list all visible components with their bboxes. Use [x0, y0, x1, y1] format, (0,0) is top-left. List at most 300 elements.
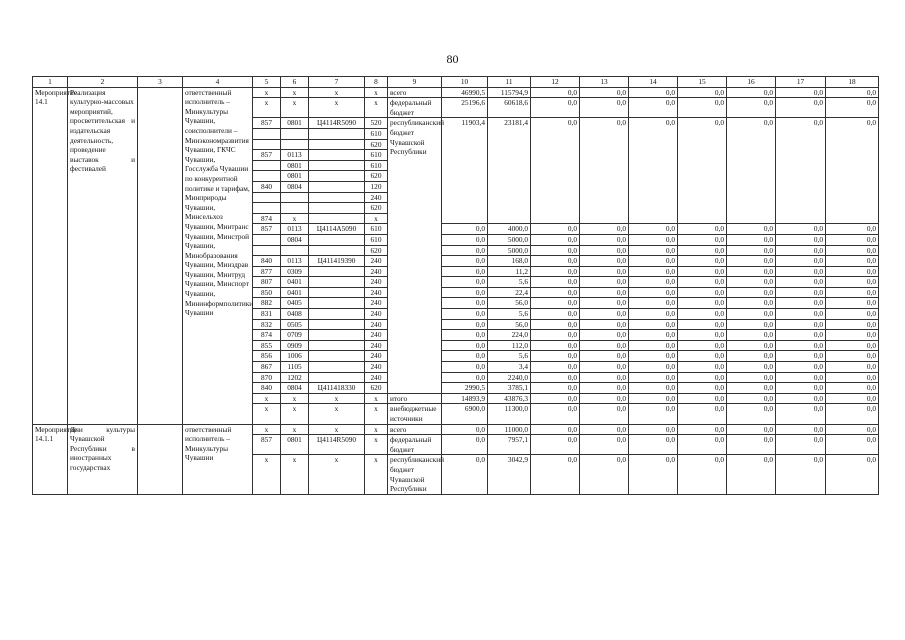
- value-cell: 0,0: [678, 351, 727, 362]
- expense-type-cell: 120: [365, 181, 388, 192]
- expense-type-cell: 620: [365, 383, 388, 394]
- value-cell: 0,0: [727, 404, 776, 424]
- section-cell: x: [281, 393, 309, 404]
- value-cell: 0,0: [629, 455, 678, 494]
- value-cell: 0,0: [776, 330, 826, 341]
- value-cell: 0,0: [531, 245, 580, 256]
- value-cell: 0,0: [727, 340, 776, 351]
- value-cell: 0,0: [727, 435, 776, 455]
- value-cell: 0,0: [531, 309, 580, 320]
- value-cell: 0,0: [826, 435, 879, 455]
- value-cell: 0,0: [678, 298, 727, 309]
- grbs-cell: 870: [253, 372, 281, 383]
- section-cell: 1105: [281, 362, 309, 373]
- section-cell: 0401: [281, 287, 309, 298]
- value-cell: 0,0: [531, 424, 580, 435]
- value-cell: 0,0: [442, 362, 488, 373]
- target-article-cell: [309, 309, 365, 320]
- grbs-cell: x: [253, 87, 281, 98]
- expense-type-cell: 240: [365, 277, 388, 288]
- header-cell: 8: [365, 77, 388, 88]
- expense-type-cell: 240: [365, 340, 388, 351]
- value-cell: 0,0: [531, 435, 580, 455]
- value-cell: 0,0: [727, 309, 776, 320]
- expense-type-cell: x: [365, 424, 388, 435]
- grbs-cell: 857: [253, 224, 281, 235]
- expense-type-cell: 610: [365, 224, 388, 235]
- grbs-cell: 874: [253, 330, 281, 341]
- header-cell: 18: [826, 77, 879, 88]
- value-cell: 0,0: [826, 372, 879, 383]
- grbs-cell: [253, 245, 281, 256]
- target-article-cell: [309, 150, 365, 161]
- section-cell: 1202: [281, 372, 309, 383]
- grbs-cell: 857: [253, 118, 281, 129]
- target-article-cell: [309, 128, 365, 139]
- grbs-cell: [253, 192, 281, 203]
- value-cell: 0,0: [629, 330, 678, 341]
- expense-type-cell: 240: [365, 309, 388, 320]
- value-cell: 0,0: [826, 309, 879, 320]
- value-cell: 0,0: [678, 256, 727, 267]
- value-cell: 168,0: [488, 256, 531, 267]
- value-cell: 0,0: [442, 287, 488, 298]
- value-cell: 0,0: [776, 87, 826, 98]
- section-cell: x: [281, 455, 309, 494]
- value-cell: 0,0: [826, 404, 879, 424]
- value-cell: 46990,5: [442, 87, 488, 98]
- section-cell: 0408: [281, 309, 309, 320]
- grbs-cell: [253, 234, 281, 245]
- table-row: [33, 424, 879, 435]
- value-cell: 0,0: [727, 256, 776, 267]
- value-cell: 0,0: [531, 362, 580, 373]
- value-cell: 0,0: [580, 383, 629, 394]
- value-cell: 0,0: [629, 298, 678, 309]
- header-cell: 1: [33, 77, 68, 88]
- value-cell: 0,0: [826, 455, 879, 494]
- header-cell: 10: [442, 77, 488, 88]
- value-cell: 0,0: [580, 224, 629, 235]
- value-cell: 0,0: [531, 234, 580, 245]
- value-cell: 0,0: [629, 266, 678, 277]
- value-cell: 0,0: [442, 372, 488, 383]
- value-cell: 0,0: [776, 393, 826, 404]
- header-cell: 17: [776, 77, 826, 88]
- expense-type-cell: 240: [365, 266, 388, 277]
- target-article-cell: [309, 298, 365, 309]
- value-cell: 0,0: [727, 351, 776, 362]
- value-cell: 0,0: [776, 319, 826, 330]
- expense-type-cell: 240: [365, 351, 388, 362]
- value-cell: 0,0: [580, 372, 629, 383]
- value-cell: 0,0: [727, 362, 776, 373]
- value-cell: 0,0: [580, 256, 629, 267]
- target-article-cell: [309, 351, 365, 362]
- value-cell: 112,0: [488, 340, 531, 351]
- value-cell: 0,0: [678, 455, 727, 494]
- value-cell: 0,0: [580, 362, 629, 373]
- grbs-cell: 874: [253, 213, 281, 224]
- value-cell: 0,0: [531, 383, 580, 394]
- grbs-cell: 840: [253, 256, 281, 267]
- value-cell: 0,0: [678, 277, 727, 288]
- value-cell: 0,0: [629, 224, 678, 235]
- value-cell: 0,0: [531, 298, 580, 309]
- value-cell: 0,0: [776, 245, 826, 256]
- grbs-cell: 807: [253, 277, 281, 288]
- expense-type-cell: x: [365, 393, 388, 404]
- value-cell: 0,0: [776, 372, 826, 383]
- value-cell: 0,0: [776, 383, 826, 394]
- value-cell: 0,0: [629, 234, 678, 245]
- value-cell: 0,0: [826, 98, 879, 118]
- value-cell: 3,4: [488, 362, 531, 373]
- value-cell: 0,0: [727, 424, 776, 435]
- value-cell: 0,0: [629, 309, 678, 320]
- target-article-cell: [309, 319, 365, 330]
- value-cell: 0,0: [531, 404, 580, 424]
- value-cell: 0,0: [727, 319, 776, 330]
- value-cell: 0,0: [727, 383, 776, 394]
- value-cell: 0,0: [442, 277, 488, 288]
- target-article-cell: x: [309, 98, 365, 118]
- value-cell: 0,0: [580, 298, 629, 309]
- expense-type-cell: x: [365, 87, 388, 98]
- value-cell: 43876,3: [488, 393, 531, 404]
- value-cell: 0,0: [629, 256, 678, 267]
- value-cell: 0,0: [727, 298, 776, 309]
- value-cell: 0,0: [629, 340, 678, 351]
- value-cell: 0,0: [727, 87, 776, 98]
- grbs-cell: [253, 171, 281, 182]
- value-cell: 0,0: [580, 404, 629, 424]
- value-cell: 0,0: [442, 309, 488, 320]
- value-cell: 0,0: [776, 118, 826, 224]
- section-cell: 0309: [281, 266, 309, 277]
- expense-type-cell: x: [365, 213, 388, 224]
- value-cell: 4000,0: [488, 224, 531, 235]
- measure-title: Дни культуры Чувашской Республики в иностранных государствах: [68, 424, 138, 494]
- grbs-cell: [253, 128, 281, 139]
- section-cell: 0113: [281, 224, 309, 235]
- value-cell: 0,0: [727, 98, 776, 118]
- section-cell: [281, 192, 309, 203]
- value-cell: 3785,1: [488, 383, 531, 394]
- value-cell: 0,0: [727, 224, 776, 235]
- value-cell: 0,0: [678, 87, 727, 98]
- value-cell: 0,0: [531, 256, 580, 267]
- header-cell: 7: [309, 77, 365, 88]
- value-cell: 0,0: [629, 351, 678, 362]
- value-cell: 0,0: [531, 393, 580, 404]
- value-cell: 0,0: [776, 404, 826, 424]
- value-cell: 0,0: [531, 266, 580, 277]
- expense-type-cell: 620: [365, 171, 388, 182]
- value-cell: 0,0: [442, 245, 488, 256]
- value-cell: 0,0: [442, 298, 488, 309]
- expense-type-cell: x: [365, 435, 388, 455]
- value-cell: 0,0: [580, 435, 629, 455]
- value-cell: 0,0: [629, 287, 678, 298]
- value-cell: 11,2: [488, 266, 531, 277]
- value-cell: 0,0: [826, 383, 879, 394]
- header-cell: 16: [727, 77, 776, 88]
- measure-col3: [138, 424, 183, 494]
- value-cell: 0,0: [442, 234, 488, 245]
- value-cell: 0,0: [678, 245, 727, 256]
- value-cell: 0,0: [580, 277, 629, 288]
- value-cell: 11903,4: [442, 118, 488, 224]
- value-cell: 0,0: [580, 319, 629, 330]
- target-article-cell: [309, 171, 365, 182]
- header-cell: 2: [68, 77, 138, 88]
- value-cell: 0,0: [442, 455, 488, 494]
- header-cell: 5: [253, 77, 281, 88]
- value-cell: 0,0: [727, 266, 776, 277]
- target-article-cell: x: [309, 424, 365, 435]
- target-article-cell: [309, 181, 365, 192]
- value-cell: 0,0: [531, 455, 580, 494]
- expense-type-cell: 520: [365, 118, 388, 129]
- value-cell: 0,0: [727, 277, 776, 288]
- value-cell: 0,0: [776, 309, 826, 320]
- budget-table: [32, 76, 879, 495]
- section-cell: [281, 245, 309, 256]
- target-article-cell: Ц4114R5090: [309, 118, 365, 129]
- value-cell: 0,0: [442, 435, 488, 455]
- value-cell: 0,0: [678, 435, 727, 455]
- grbs-cell: 867: [253, 362, 281, 373]
- value-cell: 0,0: [580, 118, 629, 224]
- target-article-cell: x: [309, 87, 365, 98]
- funding-source: федеральный бюджет: [388, 98, 442, 118]
- value-cell: 5,6: [488, 309, 531, 320]
- value-cell: 0,0: [826, 319, 879, 330]
- value-cell: 0,0: [580, 98, 629, 118]
- value-cell: 0,0: [442, 266, 488, 277]
- value-cell: 0,0: [629, 393, 678, 404]
- value-cell: 5,6: [488, 351, 531, 362]
- value-cell: 0,0: [531, 319, 580, 330]
- value-cell: 11300,0: [488, 404, 531, 424]
- value-cell: 25196,6: [442, 98, 488, 118]
- funding-source: внебюджетные источники: [388, 404, 442, 424]
- grbs-cell: x: [253, 424, 281, 435]
- value-cell: 5000,0: [488, 245, 531, 256]
- value-cell: 0,0: [580, 351, 629, 362]
- value-cell: 0,0: [629, 98, 678, 118]
- value-cell: 0,0: [826, 256, 879, 267]
- funding-source: всего: [388, 87, 442, 98]
- expense-type-cell: 610: [365, 128, 388, 139]
- measure-executors: ответственный исполнитель – Минкультуры Чувашии, соисполнители – Минэкономразвития Чувашии, ГКЧС Чувашии, Госслужба Чувашии по конкурентной политике и тарифам, Минприроды Чувашии, Минсельхоз Чувашии, Минтранс Чувашии, Минстрой Чувашии, Минобразования Чувашии, Минздрав Чувашии, Минтруд Чувашии, Минспорт Чувашии, Мининформполитики Чувашии: [183, 87, 253, 424]
- grbs-cell: [253, 203, 281, 214]
- value-cell: 0,0: [678, 404, 727, 424]
- value-cell: 0,0: [678, 424, 727, 435]
- expense-type-cell: 240: [365, 372, 388, 383]
- value-cell: 0,0: [629, 118, 678, 224]
- grbs-cell: 855: [253, 340, 281, 351]
- value-cell: 0,0: [580, 309, 629, 320]
- expense-type-cell: x: [365, 404, 388, 424]
- value-cell: 0,0: [678, 319, 727, 330]
- value-cell: 6900,0: [442, 404, 488, 424]
- section-cell: 0801: [281, 160, 309, 171]
- value-cell: 2240,0: [488, 372, 531, 383]
- section-cell: 0801: [281, 435, 309, 455]
- value-cell: 0,0: [678, 118, 727, 224]
- value-cell: 0,0: [580, 393, 629, 404]
- value-cell: 0,0: [531, 351, 580, 362]
- value-cell: 0,0: [580, 234, 629, 245]
- value-cell: 0,0: [580, 455, 629, 494]
- value-cell: 0,0: [826, 287, 879, 298]
- value-cell: 0,0: [776, 340, 826, 351]
- target-article-cell: [309, 372, 365, 383]
- target-article-cell: x: [309, 393, 365, 404]
- value-cell: 0,0: [678, 383, 727, 394]
- section-cell: 1006: [281, 351, 309, 362]
- value-cell: 11000,0: [488, 424, 531, 435]
- value-cell: 0,0: [678, 266, 727, 277]
- value-cell: 0,0: [678, 330, 727, 341]
- grbs-cell: 850: [253, 287, 281, 298]
- value-cell: 0,0: [826, 118, 879, 224]
- header-cell: 13: [580, 77, 629, 88]
- value-cell: 0,0: [580, 87, 629, 98]
- grbs-cell: 856: [253, 351, 281, 362]
- header-cell: 6: [281, 77, 309, 88]
- expense-type-cell: x: [365, 455, 388, 494]
- value-cell: 0,0: [531, 87, 580, 98]
- section-cell: x: [281, 98, 309, 118]
- grbs-cell: 831: [253, 309, 281, 320]
- value-cell: 0,0: [678, 393, 727, 404]
- grbs-cell: 877: [253, 266, 281, 277]
- value-cell: 0,0: [531, 224, 580, 235]
- grbs-cell: 882: [253, 298, 281, 309]
- section-cell: 0801: [281, 171, 309, 182]
- target-article-cell: x: [309, 455, 365, 494]
- value-cell: 0,0: [776, 287, 826, 298]
- expense-type-cell: 620: [365, 203, 388, 214]
- value-cell: 0,0: [678, 309, 727, 320]
- value-cell: 0,0: [531, 372, 580, 383]
- target-article-cell: x: [309, 404, 365, 424]
- value-cell: 0,0: [678, 340, 727, 351]
- header-cell: 12: [531, 77, 580, 88]
- funding-source: федеральный бюджет: [388, 435, 442, 455]
- value-cell: 5000,0: [488, 234, 531, 245]
- target-article-cell: [309, 330, 365, 341]
- grbs-cell: 832: [253, 319, 281, 330]
- value-cell: 0,0: [629, 277, 678, 288]
- expense-type-cell: 240: [365, 319, 388, 330]
- value-cell: 0,0: [826, 330, 879, 341]
- value-cell: 22,4: [488, 287, 531, 298]
- value-cell: 0,0: [826, 298, 879, 309]
- value-cell: 0,0: [727, 287, 776, 298]
- section-cell: 0113: [281, 150, 309, 161]
- value-cell: 0,0: [442, 319, 488, 330]
- value-cell: 0,0: [776, 256, 826, 267]
- header-row: [33, 77, 879, 88]
- expense-type-cell: 240: [365, 287, 388, 298]
- target-article-cell: Ц411419390: [309, 256, 365, 267]
- section-cell: 0804: [281, 383, 309, 394]
- expense-type-cell: 610: [365, 150, 388, 161]
- value-cell: 0,0: [531, 330, 580, 341]
- grbs-cell: x: [253, 393, 281, 404]
- section-cell: 0804: [281, 181, 309, 192]
- section-cell: [281, 139, 309, 150]
- value-cell: 0,0: [776, 98, 826, 118]
- value-cell: 0,0: [727, 245, 776, 256]
- table-row: [33, 87, 879, 98]
- header-cell: 3: [138, 77, 183, 88]
- value-cell: 0,0: [629, 319, 678, 330]
- value-cell: 0,0: [580, 287, 629, 298]
- value-cell: 0,0: [776, 234, 826, 245]
- expense-type-cell: 240: [365, 192, 388, 203]
- value-cell: 0,0: [442, 330, 488, 341]
- value-cell: 0,0: [776, 277, 826, 288]
- grbs-cell: [253, 160, 281, 171]
- target-article-cell: [309, 160, 365, 171]
- funding-source: республиканский бюджет Чувашской Республики: [388, 455, 442, 494]
- value-cell: 60618,6: [488, 98, 531, 118]
- expense-type-cell: 240: [365, 298, 388, 309]
- value-cell: 0,0: [442, 256, 488, 267]
- section-cell: 0709: [281, 330, 309, 341]
- expense-type-cell: 240: [365, 330, 388, 341]
- value-cell: 0,0: [776, 298, 826, 309]
- value-cell: 0,0: [629, 372, 678, 383]
- grbs-cell: x: [253, 98, 281, 118]
- header-cell: 4: [183, 77, 253, 88]
- target-article-cell: Ц4114А5090: [309, 224, 365, 235]
- value-cell: 224,0: [488, 330, 531, 341]
- target-article-cell: [309, 213, 365, 224]
- value-cell: 0,0: [826, 340, 879, 351]
- value-cell: 0,0: [826, 393, 879, 404]
- grbs-cell: [253, 139, 281, 150]
- target-article-cell: [309, 192, 365, 203]
- section-cell: x: [281, 213, 309, 224]
- value-cell: 0,0: [727, 455, 776, 494]
- section-cell: 0505: [281, 319, 309, 330]
- value-cell: 3042,9: [488, 455, 531, 494]
- value-cell: 0,0: [580, 424, 629, 435]
- value-cell: 0,0: [776, 362, 826, 373]
- target-article-cell: Ц411418330: [309, 383, 365, 394]
- value-cell: 0,0: [629, 435, 678, 455]
- section-cell: 0401: [281, 277, 309, 288]
- value-cell: 0,0: [531, 98, 580, 118]
- value-cell: 0,0: [776, 435, 826, 455]
- target-article-cell: [309, 277, 365, 288]
- section-cell: x: [281, 87, 309, 98]
- value-cell: 0,0: [629, 245, 678, 256]
- grbs-cell: 840: [253, 383, 281, 394]
- section-cell: [281, 203, 309, 214]
- value-cell: 0,0: [531, 277, 580, 288]
- value-cell: 0,0: [629, 424, 678, 435]
- target-article-cell: [309, 287, 365, 298]
- funding-source: всего: [388, 424, 442, 435]
- value-cell: 23181,4: [488, 118, 531, 224]
